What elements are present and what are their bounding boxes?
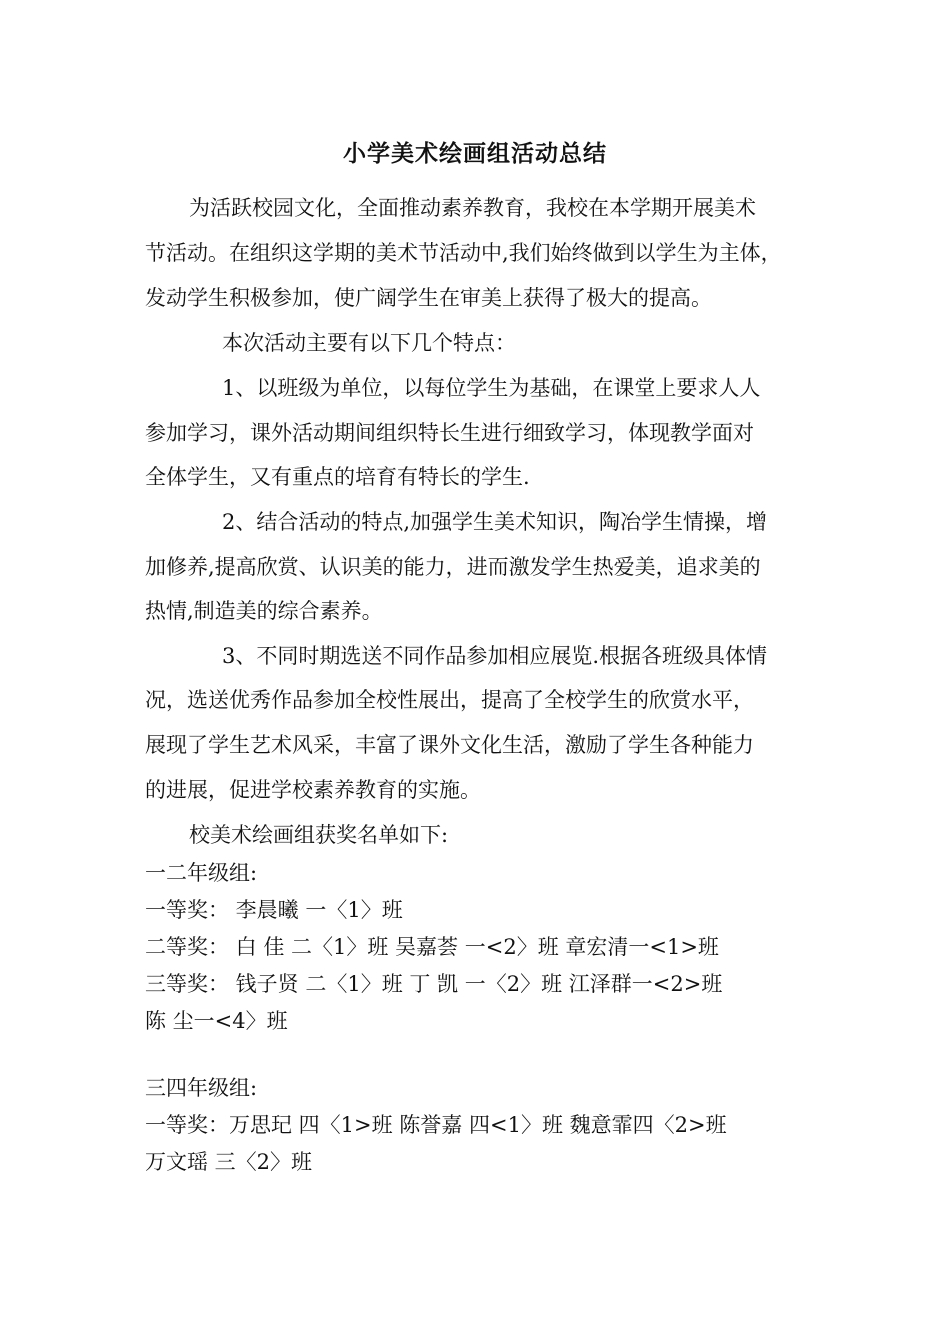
text-line: 为活跃校园文化，全面推动素养教育，我校在本学期开展美术	[189, 196, 756, 220]
text-line: 况，选送优秀作品参加全校性展出，提高了全校学生的欣赏水平，	[145, 688, 754, 712]
text-line: 全体学生，又有重点的培育有特长的学生.	[145, 465, 530, 489]
text-line: 校美术绘画组获奖名单如下:	[189, 823, 449, 847]
section-heading: 一二年级组:	[145, 861, 258, 885]
text-line: 本次活动主要有以下几个特点：	[222, 331, 516, 355]
text-line: 3、不同时期选送不同作品参加相应展览.根据各班级具体情	[222, 644, 768, 668]
text-line: 1、以班级为单位，以每位学生为基础，在课堂上要求人人	[222, 376, 761, 400]
text-line: 加修养,提高欣赏、认识美的能力，进而激发学生热爱美，追求美的	[145, 555, 761, 579]
text-line: 的进展，促进学校素养教育的实施。	[145, 778, 481, 802]
award-line: 万文瑶 三〈2〉班	[145, 1150, 313, 1174]
award-line: 陈 尘一<4〉班	[145, 1009, 288, 1033]
text-line: 展现了学生艺术风采，丰富了课外文化生活，激励了学生各种能力	[145, 733, 754, 757]
award-line: 三等奖： 钱子贤 二〈1〉班 丁 凯 一〈2〉班 江泽群一<2>班	[145, 972, 723, 996]
text-line: 节活动。在组织这学期的美术节活动中,我们始终做到以学生为主体，	[145, 241, 782, 265]
text-line: 2、结合活动的特点,加强学生美术知识，陶冶学生情操，增	[222, 510, 768, 534]
award-line: 二等奖： 白 佳 二〈1〉班 吴嘉荟 一<2〉班 章宏清一<1>班	[145, 935, 719, 959]
text-line: 发动学生积极参加，使广阔学生在审美上获得了极大的提高。	[145, 286, 712, 310]
section-heading: 三四年级组:	[145, 1076, 258, 1100]
award-line: 一等奖： 李晨曦 一〈1〉班	[145, 898, 403, 922]
award-line: 一等奖：万思玘 四〈1>班 陈誉嘉 四<1〉班 魏意霏四〈2>班	[145, 1113, 727, 1137]
text-line: 热情,制造美的综合素养。	[145, 599, 383, 623]
page-title: 小学美术绘画组活动总结	[343, 140, 607, 167]
text-line: 参加学习，课外活动期间组织特长生进行细致学习，体现教学面对	[145, 421, 754, 445]
